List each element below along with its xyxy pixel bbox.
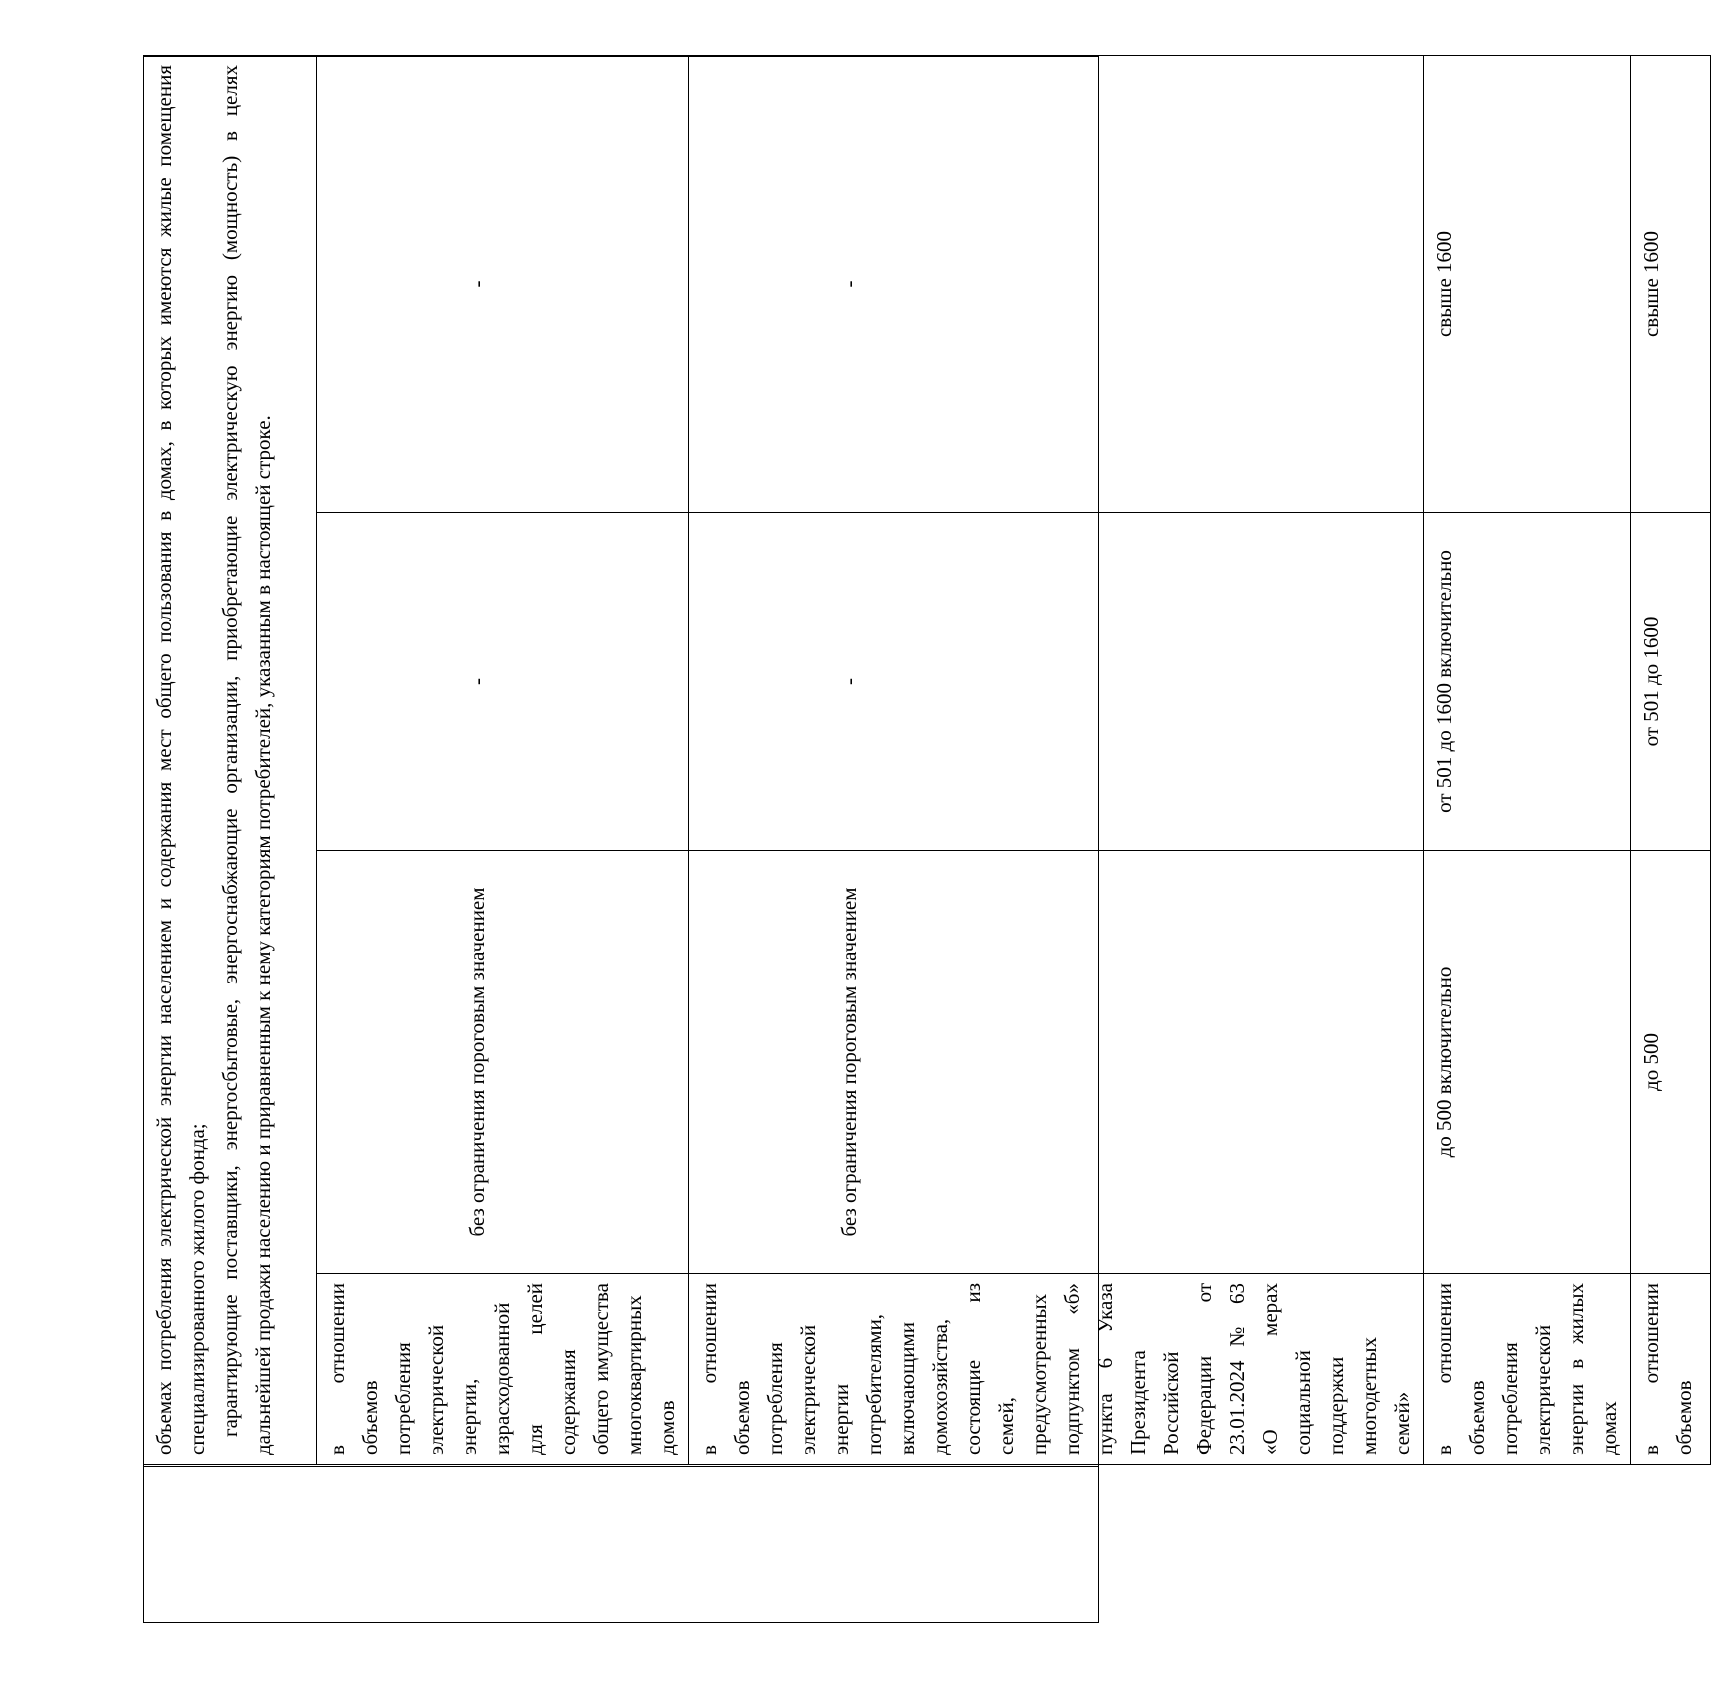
row-label: в отношении объемов потребления электрической энергии потребителями, включающими домохозяйства, состоящие из семей, предусмотренных подпунктом «б» пункта 6 Указа Президента Российской Федерации от 23.01.2024 № 63 «О мерах социальной поддержки многодетных семей» [689,1274,1424,1465]
tariff-table [143,55,1711,1465]
cell-threshold-1: без ограничения пороговым значением [689,851,1424,1274]
table-row [1424,55,1631,1464]
header-paragraph-2: гарантирующие поставщики, энергосбытовые, энергоснабжающие организации, приобретающие электрическую энергию (мощность) в целях дальнейшей продажи населению и приравненным к нему категориям потребителей, указанным в настоящей строке. [218,64,275,1455]
cell-threshold-3: свыше 1600 [1424,55,1631,512]
row-label: в отношении объемов потребления электрической энергии, израсходованной для целей содержания общего имущества многоквартирных домов [317,1274,689,1465]
table-row [317,55,689,1464]
cell-threshold-1: до 500 [1631,851,1711,1274]
table-row [689,55,1424,1464]
rotated-table-wrapper [143,56,1696,1465]
cell-threshold-2: от 501 до 1600 [1631,513,1711,851]
cell-threshold-2: - [317,513,689,851]
cell-threshold-1: до 500 включительно [1424,851,1631,1274]
row-label: в отношении объемов потребления электрической энергии в жилых домах [1424,1274,1631,1465]
header-cell [144,55,317,1464]
cell-threshold-2: от 501 до 1600 включительно [1424,513,1631,851]
cell-threshold-3: свыше 1600 [1631,55,1711,512]
header-paragraph-1: объемах потребления электрической энергии населением и содержания мест общего пользования в домах, в которых имеются жилые помещения специализированного жилого фонда; [152,64,209,1455]
table-row [1631,55,1711,1464]
row-label: в отношении объемов [1631,1274,1711,1465]
number-column-rule [144,1466,1098,1467]
cell-threshold-3: - [317,55,689,512]
header-row [144,55,317,1464]
cell-threshold-3: - [689,55,1424,512]
cell-threshold-2: - [689,513,1424,851]
cell-threshold-1: без ограничения пороговым значением [317,851,689,1274]
